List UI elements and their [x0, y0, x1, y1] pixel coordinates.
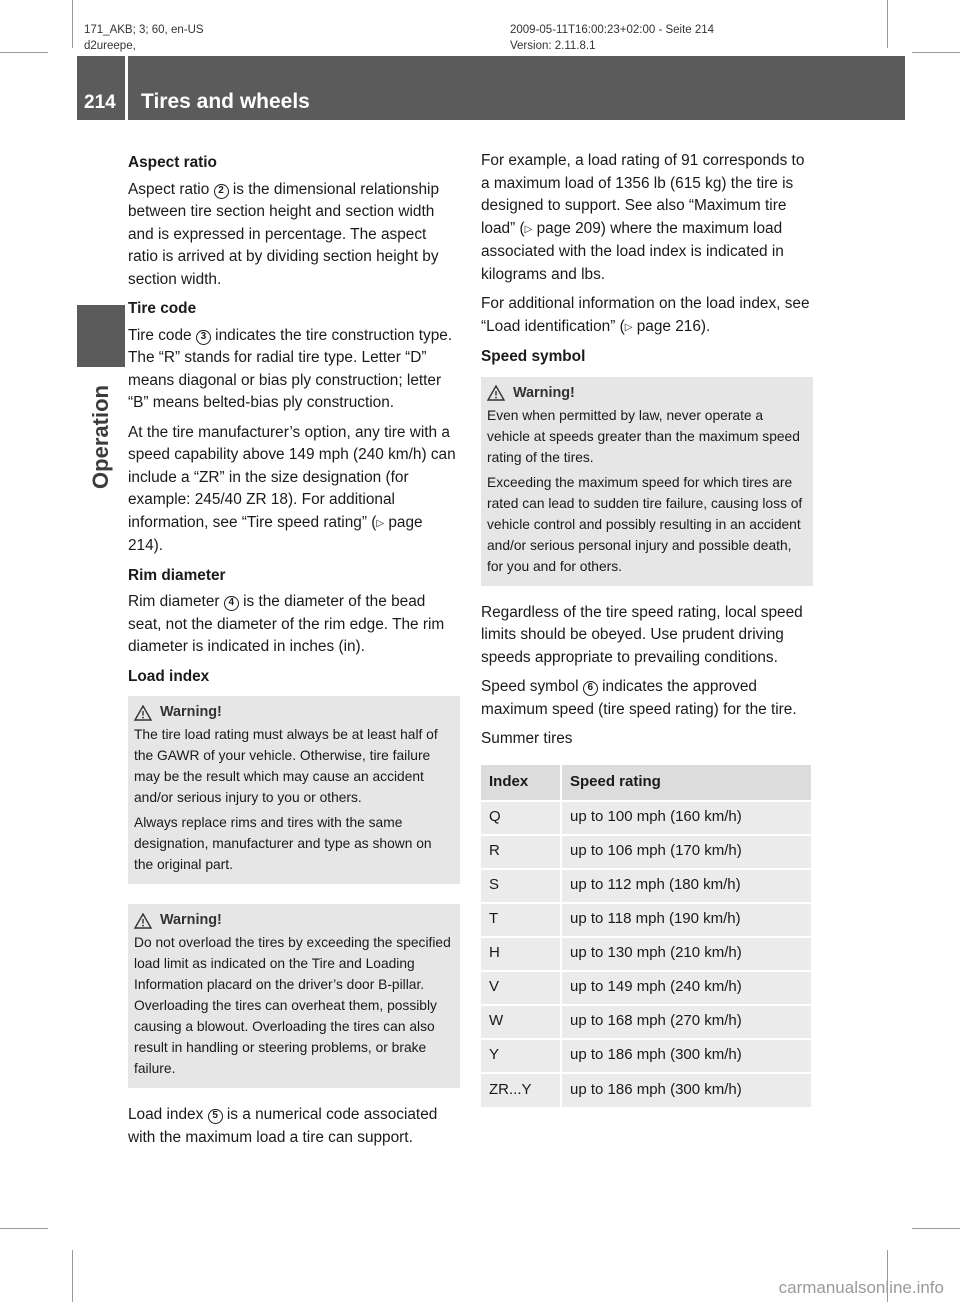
cell-index: T	[481, 903, 561, 937]
warning-triangle-icon	[134, 913, 152, 929]
table-row	[481, 801, 811, 835]
callout-number: 5	[208, 1109, 223, 1124]
print-meta-right	[510, 22, 714, 54]
crop-mark	[0, 1228, 48, 1229]
paragraph-load-example: For example, a load rating of 91 corresponds to a maximum load of 1356 lb (615 kg) the tire is designed to support. See also “Maximum tire load” (▷ page 209) where the maximum load associated with the load index is indicated in kilograms and lbs.	[481, 152, 805, 283]
column-header-speed-rating: Speed rating	[561, 765, 811, 801]
watermark-footer: carmanualsonline.info	[778, 1278, 944, 1297]
table-row	[481, 1073, 811, 1107]
section-tab	[77, 305, 125, 367]
callout-number: 4	[224, 596, 239, 611]
cell-speed: up to 186 mph (300 km/h)	[561, 1039, 811, 1073]
cell-speed: up to 186 mph (300 km/h)	[561, 1073, 811, 1107]
cell-speed: up to 112 mph (180 km/h)	[561, 869, 811, 903]
paragraph-speed-symbol: Speed symbol 6 indicates the approved maximum speed (tire speed rating) for the tire.	[481, 678, 797, 718]
cell-index: ZR...Y	[481, 1073, 561, 1107]
heading-load-index: Load index	[128, 667, 210, 685]
callout-number: 6	[583, 681, 598, 696]
cell-index: V	[481, 971, 561, 1005]
callout-number: 3	[196, 330, 211, 345]
print-meta-right-line1: 2009-05-11T16:00:23+02:00 - Seite 214	[510, 24, 715, 36]
table-row	[481, 835, 811, 869]
warning-triangle-icon	[134, 705, 152, 721]
print-meta-right-line2: Version: 2.11.8.1	[510, 40, 596, 52]
table-header-row	[481, 765, 811, 801]
column-header-index: Index	[481, 765, 561, 801]
paragraph-summer-tires: Summer tires	[481, 730, 573, 747]
heading-rim-diameter: Rim diameter	[128, 566, 226, 584]
callout-number: 2	[214, 184, 229, 199]
table-row	[481, 903, 811, 937]
paragraph-speed-limits: Regardless of the tire speed rating, local speed limits should be obeyed. Use prudent driving speeds appropriate to prevailing conditions.	[481, 603, 803, 666]
warning-title: Warning!	[513, 384, 575, 401]
warning-text: Exceeding the maximum speed for which tires are rated can lead to sudden tire failure, causing loss of vehicle control and possibly resulting in an accident and/or serious personal injury and possible death, for you and for others.	[487, 474, 803, 574]
heading-tire-code: Tire code	[128, 300, 197, 317]
cell-index: W	[481, 1005, 561, 1039]
cell-speed: up to 168 mph (270 km/h)	[561, 1005, 811, 1039]
warning-triangle-icon	[487, 385, 505, 401]
cell-index: H	[481, 937, 561, 971]
warning-box	[481, 377, 813, 586]
right-column	[481, 150, 813, 1107]
heading-aspect-ratio: Aspect ratio	[128, 154, 217, 171]
page-reference-arrow-icon: ▷	[376, 517, 385, 529]
warning-header	[487, 383, 805, 404]
warning-text: Even when permitted by law, never operate a vehicle at speeds greater than the maximum speed rating of the tires.	[487, 407, 800, 465]
crop-mark	[72, 1250, 73, 1302]
paragraph-tire-code: Tire code 3 indicates the tire construction type. The “R” stands for radial tire type. Letter “D” means diagonal or bias ply construction; letter “B” means belted-bias ply construction.	[128, 326, 453, 411]
warning-header	[134, 910, 452, 931]
cell-index: S	[481, 869, 561, 903]
table-row	[481, 869, 811, 903]
crop-mark	[887, 0, 888, 48]
table-row	[481, 937, 811, 971]
paragraph-rim-diameter: Rim diameter 4 is the diameter of the bead seat, not the diameter of the rim edge. The rim diameter is indicated in inches (in).	[128, 593, 445, 655]
warning-text: The tire load rating must always be at least half of the GAWR of your vehicle. Otherwise, tire failure may be the result which may cause an accident and/or serious injury to you or others.	[134, 727, 438, 805]
paragraph-load-index: Load index 5 is a numerical code associated with the maximum load a tire can support.	[128, 1106, 438, 1146]
cell-speed: up to 149 mph (240 km/h)	[561, 971, 811, 1005]
cell-speed: up to 130 mph (210 km/h)	[561, 937, 811, 971]
table-row	[481, 1039, 811, 1073]
cell-index: Q	[481, 801, 561, 835]
crop-mark	[912, 1228, 960, 1229]
cell-index: Y	[481, 1039, 561, 1073]
crop-mark	[912, 52, 960, 53]
cell-speed: up to 106 mph (170 km/h)	[561, 835, 811, 869]
section-label-text: Operation	[88, 385, 113, 489]
table-row	[481, 1005, 811, 1039]
warning-header	[134, 702, 452, 723]
page-title: Tires and wheels	[141, 90, 310, 113]
print-meta-left-line2: d2ureepe,	[84, 40, 136, 52]
heading-speed-symbol: Speed symbol	[481, 348, 586, 365]
warning-text: Do not overload the tires by exceeding the specified load limit as indicated on the Tire and Loading Information placard on the driver’s door B-pillar. Overloading the tires can overheat them, possibly causing a blowout. Overloading the tires can also result in handling or steering problems, or brake failure.	[134, 935, 451, 1076]
crop-mark	[72, 0, 73, 48]
left-column	[128, 150, 460, 1156]
paragraph-zr: At the tire manufacturer’s option, any tire with a speed capability above 149 mph (240 km/h) can include a “ZR” in the size designation (for example: 245/40 ZR 18). For additional information, see “Tire speed rating” (▷ page 214).	[128, 423, 456, 554]
cell-speed: up to 118 mph (190 km/h)	[561, 903, 811, 937]
warning-text: Always replace rims and tires with the same designation, manufacturer and type as shown on the original part.	[134, 815, 432, 872]
crop-mark	[0, 52, 48, 53]
warning-box	[128, 904, 460, 1088]
paragraph-aspect-ratio: Aspect ratio 2 is the dimensional relationship between tire section height and section width and is expressed in percentage. The aspect ratio is arrived at by dividing section height by section width.	[128, 180, 440, 288]
print-meta-left-line1: 171_AKB; 3; 60, en-US	[84, 24, 204, 36]
warning-title: Warning!	[160, 912, 222, 928]
speed-rating-table	[481, 765, 811, 1107]
page-reference-arrow-icon: ▷	[624, 321, 633, 333]
warning-title: Warning!	[160, 704, 222, 720]
paragraph-load-additional: For additional information on the load index, see “Load identification” (▷ page 216).	[481, 295, 810, 335]
cell-speed: up to 100 mph (160 km/h)	[561, 801, 811, 835]
page-reference-arrow-icon: ▷	[524, 223, 533, 235]
page-number: 214	[84, 92, 116, 113]
print-meta-left	[84, 22, 204, 54]
cell-index: R	[481, 835, 561, 869]
table-row	[481, 971, 811, 1005]
warning-box	[128, 696, 460, 884]
section-label	[76, 382, 126, 492]
